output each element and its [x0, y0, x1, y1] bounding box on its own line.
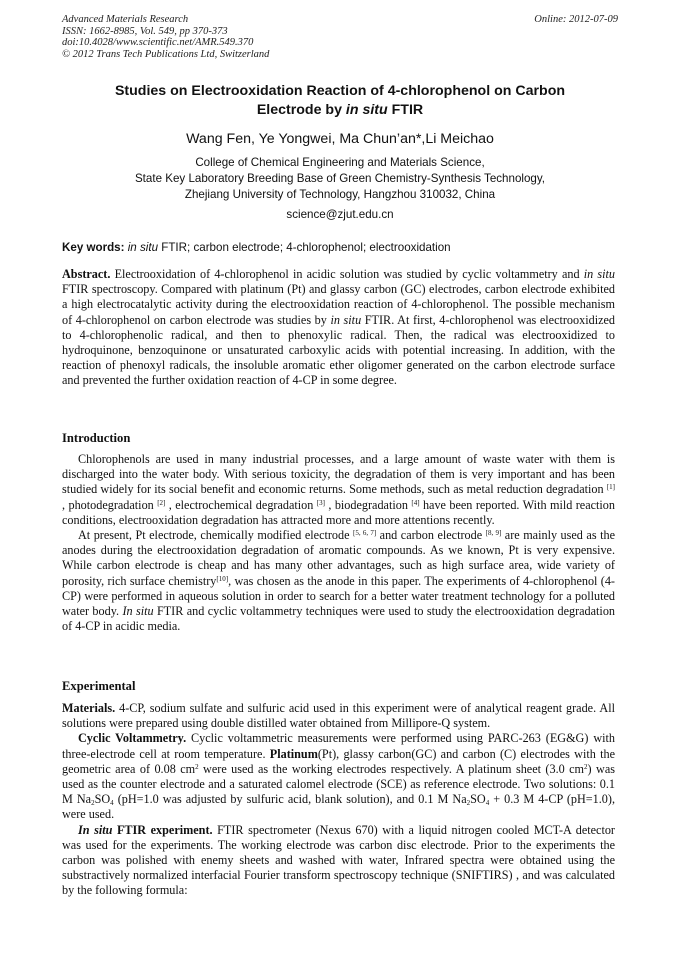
cv-text: + 0.3 M 4-CP (pH=1.0), were used.: [62, 792, 616, 822]
experimental-heading: Experimental: [62, 679, 136, 693]
cv-text: were used as the working electrodes respectively. A platinum sheet (3.0 cm: [198, 761, 585, 776]
online-date: Online: 2012-07-09: [534, 14, 618, 25]
cv-text: ) was used as the counter electrode and a saturated calomel electrode (SCE) as reference electrode. Two solutions: 0.1 M Na: [62, 761, 615, 807]
abstract-text: FTIR spectroscopy. Compared with platinum (Pt) and glassy carbon (GC) electrodes, carbon electrode exhibited a high electrocatalytic activity during the electrooxidation reaction of 4-chlorophenol. The possible mechanism of 4-chlorophenol on carbon electrode was studies by: [62, 282, 615, 327]
intro-text: FTIR and cyclic voltammetry techniques were used to study the electrooxidation degradation of 4-CP in acidic media.: [62, 604, 616, 634]
introduction-heading: Introduction: [62, 431, 131, 445]
keywords-italic: in situ: [127, 241, 159, 254]
materials-paragraph: [62, 701, 615, 731]
ftir-paragraph: [62, 823, 615, 899]
intro-text: Chlorophenols are used in many industrial processes, and a large amount of waste water with them is discharged into the water body. With serious toxicity, the degradation of them is very important and has been studied widely for its social benefit and economic returns. Some methods, such as metal reduction degradation: [62, 452, 615, 497]
title-line-1: Studies on Electrooxidation Reaction of 4-chlorophenol on Carbon: [114, 83, 566, 99]
journal-name: Advanced Materials Research: [62, 14, 189, 25]
cv-label: Cyclic Voltammetry.: [78, 731, 187, 746]
intro-text: , photodegradation: [62, 497, 158, 512]
citation-ref[interactable]: [3]: [316, 498, 325, 507]
citation-ref[interactable]: [5, 6, 7]: [353, 529, 377, 538]
doi-line[interactable]: doi:10.4028/www.scientific.net/AMR.549.370: [62, 37, 254, 49]
subscript: 4: [110, 799, 114, 808]
cv-text: Cyclic voltammetric measurements were performed using PARC-263 (EG&G) with three-electrode cell at room temperature.: [62, 731, 615, 761]
affiliation-line-2: State Key Laboratory Breeding Base of Green Chemistry-Synthesis Technology,: [134, 172, 546, 185]
cv-bold: Platinum: [269, 746, 318, 761]
copyright-line: © 2012 Trans Tech Publications Ltd, Switzerland: [62, 48, 270, 60]
ftir-label: FTIR experiment.: [112, 822, 213, 837]
citation-ref[interactable]: [4]: [411, 498, 420, 507]
keywords-label: Key words:: [62, 241, 125, 254]
cv-text: (Pt), glassy carbon(GC) and carbon (C) electrodes with the geometric area of 0.08 cm: [62, 746, 615, 776]
cv-text: SO: [94, 792, 111, 807]
citation-ref[interactable]: [8, 9]: [485, 529, 502, 538]
cv-text: SO: [470, 792, 486, 807]
authors: Wang Fen, Ye Yongwei, Ma Chun’an*,Li Meichao: [186, 131, 494, 147]
affiliation-line-1: College of Chemical Engineering and Materials Science,: [195, 156, 485, 169]
citation-ref[interactable]: [10]: [216, 574, 229, 583]
citation-ref[interactable]: [1]: [606, 483, 615, 492]
keywords: [62, 241, 618, 254]
experimental-body: [62, 701, 615, 899]
author-email[interactable]: science@zjut.edu.cn: [286, 208, 394, 221]
title-text: Electrode by: [256, 102, 346, 118]
intro-text: , biodegradation: [324, 497, 412, 512]
abstract-italic: in situ: [583, 267, 616, 281]
intro-text: , electrochemical degradation: [165, 497, 317, 512]
subscript: 2: [91, 799, 95, 808]
affiliation-line-3: Zhejiang University of Technology, Hangzhou 310032, China: [184, 188, 496, 201]
intro-paragraph-2: [62, 528, 615, 634]
title-line-2: [62, 101, 618, 120]
introduction-body: [62, 452, 615, 634]
citation-ref[interactable]: [2]: [157, 498, 166, 507]
intro-text: have been reported. With mild reaction conditions, electrooxidation degradation has attracted more and more attentions recently.: [62, 497, 615, 527]
intro-paragraph-1: [62, 452, 615, 528]
intro-text: , was chosen as the anode in this paper. The experiments of 4-chlorophenol (4-CP) were performed in aqueous solution in order to search for a better water treatment technology for a polluted water body.: [62, 573, 615, 619]
abstract: [62, 267, 615, 389]
materials-label: Materials.: [62, 701, 116, 715]
intro-text: and carbon electrode: [376, 528, 486, 543]
materials-text: 4-CP, sodium sulfate and sulfuric acid used in this experiment were of analytical reagent grade. All solutions were prepared using double distilled water obtained from Millipore-Q system.: [62, 701, 615, 731]
subscript: 4: [485, 799, 490, 808]
abstract-text: Electrooxidation of 4-chlorophenol in acidic solution was studied by cyclic voltammetry and: [110, 267, 584, 281]
cv-text: (pH=1.0 was adjusted by sulfuric acid, blank solution), and 0.1 M Na: [113, 792, 467, 807]
issn-line: ISSN: 1662-8985, Vol. 549, pp 370-373: [62, 25, 228, 37]
paper-title: [62, 82, 618, 120]
cv-paragraph: [62, 731, 615, 822]
ftir-italic: In situ: [78, 822, 113, 837]
intro-italic: In situ: [122, 604, 154, 619]
title-italic: in situ: [345, 102, 388, 118]
title-text: FTIR: [387, 102, 424, 118]
keywords-list: FTIR; carbon electrode; 4-chlorophenol; electrooxidation: [158, 241, 451, 254]
ftir-text: FTIR spectrometer (Nexus 670) with a liquid nitrogen cooled MCT-A detector was used for the experiments. The working electrode was carbon disc electrode. Prior to the experiments the carbon was polished with enemy sheets and washed with water, Infrared spectra were obtained using the substractively normalized interfacial Fourier transform spectroscopy technique (SNIFTIRS) , and was calculated by the following formula:: [62, 822, 615, 898]
journal-header: [62, 14, 618, 60]
superscript: 2: [584, 762, 588, 771]
intro-text: are mainly used as the anodes during the electrooxidation degradation of aromatic compounds. As we known, Pt is very expensive. While carbon electrode is cheap and has many other advantages, such as high surface area, wide variety of porosity, rich surface chemistry: [62, 528, 615, 588]
superscript: 2: [195, 762, 199, 771]
abstract-italic: in situ: [330, 312, 362, 327]
affiliation: [62, 155, 618, 203]
intro-text: At present, Pt electrode, chemically modified electrode: [78, 528, 354, 543]
abstract-label: Abstract.: [62, 267, 111, 281]
subscript: 2: [466, 799, 471, 808]
abstract-text: FTIR. At first, 4-chlorophenol was electrooxidized to 4-chlorophenolic radical, and then to phenoxylic radical. Then, the radical was electrooxidized to hydroquinone, benzoquinone or unsaturated carboxylic acids with potential increasing. In addition, with the reaction of phenoxyl radicals, the insoluble aromatic ether oligomer generated on the carbon electrode surface and prevented the further oxidation reaction of 4-CP in some degree.: [62, 312, 615, 388]
